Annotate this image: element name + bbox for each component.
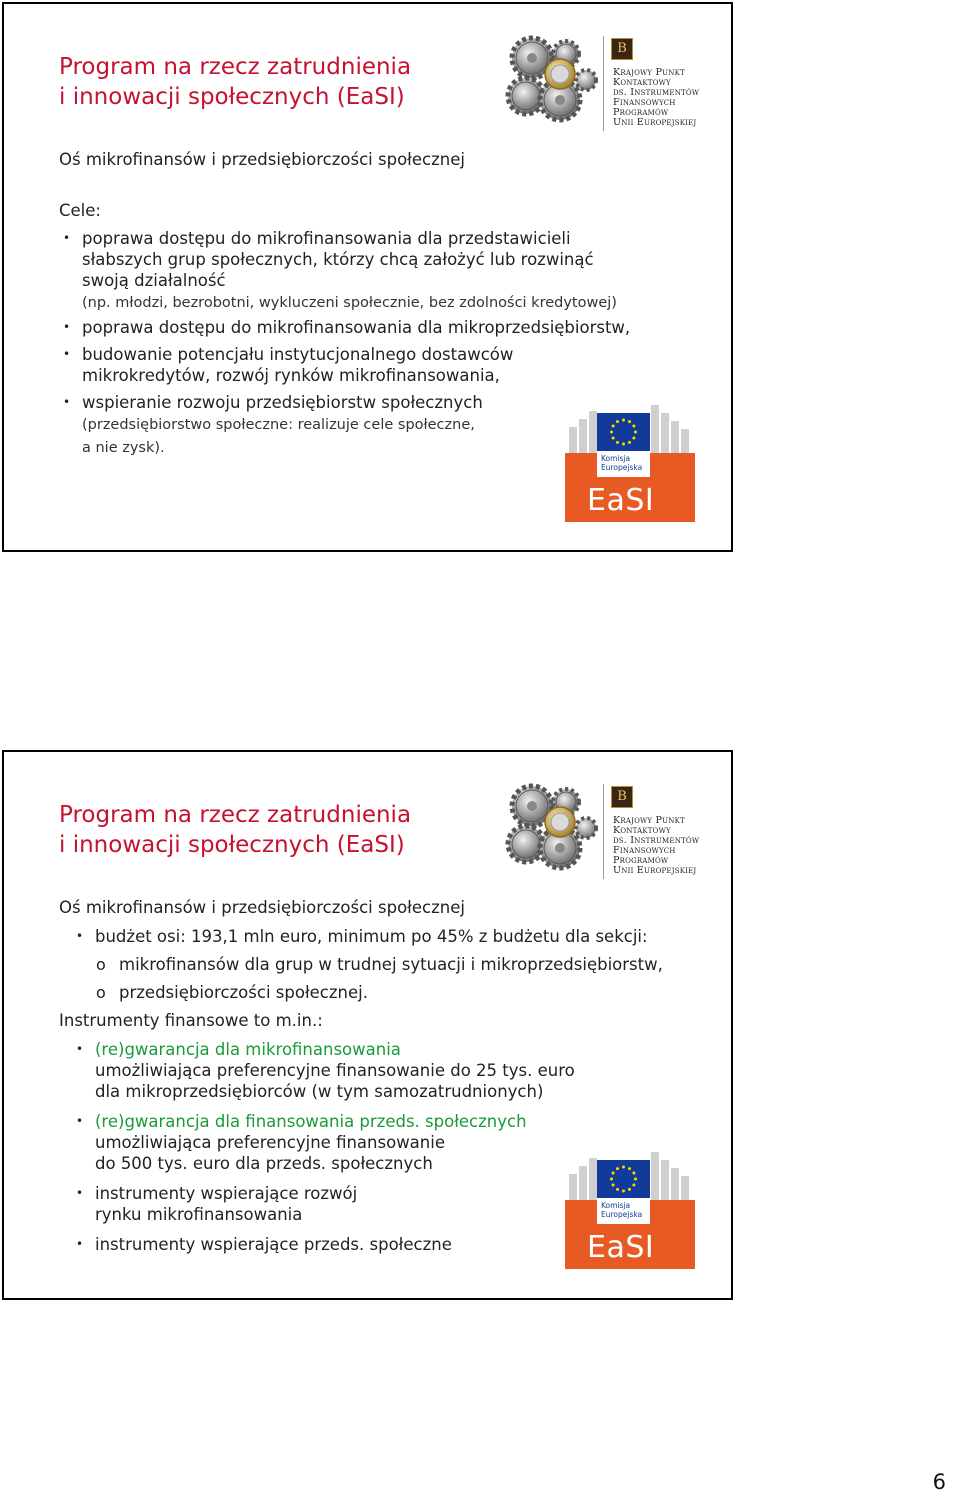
goal-item <box>63 228 617 314</box>
goal-text: słabszych grup społecznych, którzy chcą założyć lub rozwinąć <box>82 250 594 269</box>
kpk-line: Programów <box>613 107 669 118</box>
slide-2 <box>2 750 733 1300</box>
instrument-item <box>76 1039 575 1102</box>
eu-flag-icon <box>597 1160 650 1198</box>
ec-label <box>597 1198 650 1224</box>
kpk-line: Unii Europejskiej <box>613 117 697 128</box>
instrument-title: (re)gwarancja dla mikrofinansowania <box>95 1040 401 1059</box>
kpk-logo <box>600 36 710 131</box>
gears-coin-icon <box>502 776 598 874</box>
title-line-2: i innowacji społecznych (EaSI) <box>59 832 405 858</box>
kpk-line: ds. Instrumentów <box>613 835 700 846</box>
kpk-logo <box>600 784 710 879</box>
sub-marker: o <box>96 955 106 974</box>
instrument-desc: umożliwiająca preferencyjne finansowanie <box>95 1133 445 1152</box>
page-number: 6 <box>932 1470 946 1494</box>
goal-note: (przedsiębiorstwo społeczne: realizuje cele społeczne, <box>82 417 475 433</box>
kpk-logo-text <box>613 816 699 876</box>
easi-ec-logo <box>565 397 695 522</box>
title-line-1: Program na rzecz zatrudnienia <box>59 802 412 828</box>
instrument-item <box>76 1183 357 1225</box>
easi-ec-logo <box>565 1144 695 1269</box>
kpk-line: Programów <box>613 855 669 866</box>
ec-label-line: Komisja <box>601 454 631 463</box>
slide-title <box>59 800 411 860</box>
title-line-1: Program na rzecz zatrudnienia <box>59 54 412 80</box>
kpk-line: ds. Instrumentów <box>613 87 700 98</box>
kpk-line: Krajowy Punkt <box>613 67 685 78</box>
section-subtitle: Oś mikrofinansów i przedsiębiorczości społecznej <box>59 898 465 917</box>
easi-wordmark: EaSI <box>587 483 655 518</box>
goal-item <box>63 317 630 338</box>
instrument-desc: instrumenty wspierające rozwój <box>95 1184 358 1203</box>
sub-item: przedsiębiorczości społecznej. <box>119 983 368 1002</box>
goal-text: wspieranie rozwoju przedsiębiorstw społecznych <box>82 393 483 412</box>
goal-item <box>63 392 483 459</box>
instrument-desc: umożliwiająca preferencyjne finansowanie do 25 tys. euro <box>95 1061 575 1080</box>
goal-note: (np. młodzi, bezrobotni, wykluczeni społecznie, bez zdolności kredytowej) <box>82 295 617 311</box>
kpk-line: Krajowy Punkt <box>613 815 685 826</box>
instrument-desc: rynku mikrofinansowania <box>95 1205 303 1224</box>
goals-label: Cele: <box>59 201 101 220</box>
instruments-label: Instrumenty finansowe to m.in.: <box>59 1011 323 1030</box>
easi-wordmark: EaSI <box>587 1230 655 1265</box>
kpk-logo-text <box>613 68 699 128</box>
logo-divider <box>603 36 604 131</box>
slide-title <box>59 52 411 112</box>
budget-text: budżet osi: 193,1 mln euro, minimum po 45% z budżetu dla sekcji: <box>95 927 648 946</box>
goal-text: poprawa dostępu do mikrofinansowania dla przedstawicieli <box>82 229 571 248</box>
ec-label-line: Europejska <box>601 1210 643 1219</box>
slide-1 <box>2 2 733 552</box>
ec-label-line: Europejska <box>601 463 643 472</box>
goal-item <box>63 344 513 386</box>
bgk-crest-icon: B <box>611 786 633 808</box>
goal-text: budowanie potencjału instytucjonalnego dostawców <box>82 345 514 364</box>
goal-text: swoją działalność <box>82 271 226 290</box>
instrument-desc: instrumenty wspierające przeds. społeczne <box>95 1235 452 1254</box>
title-line-2: i innowacji społecznych (EaSI) <box>59 84 405 110</box>
bgk-crest-icon: B <box>611 38 633 60</box>
sub-item: mikrofinansów dla grup w trudnej sytuacji i mikroprzedsiębiorstw, <box>119 955 663 974</box>
instrument-item <box>76 1111 527 1174</box>
sub-marker: o <box>96 983 106 1002</box>
instrument-desc: do 500 tys. euro dla przeds. społecznych <box>95 1154 433 1173</box>
ec-label-line: Komisja <box>601 1201 631 1210</box>
eu-flag-icon <box>597 413 650 451</box>
ec-label <box>597 451 650 477</box>
gears-coin-icon <box>502 28 598 126</box>
instrument-title: (re)gwarancja dla finansowania przeds. społecznych <box>95 1112 527 1131</box>
kpk-line: Kontaktowy <box>613 825 671 836</box>
goal-note: a nie zysk). <box>82 440 165 456</box>
section-subtitle: Oś mikrofinansów i przedsiębiorczości społecznej <box>59 150 465 169</box>
kpk-line: Kontaktowy <box>613 77 671 88</box>
kpk-line: Unii Europejskiej <box>613 865 697 876</box>
kpk-line: Finansowych <box>613 97 676 108</box>
goal-text: mikrokredytów, rozwój rynków mikrofinansowania, <box>82 366 500 385</box>
kpk-line: Finansowych <box>613 845 676 856</box>
logo-divider <box>603 784 604 879</box>
instrument-item <box>76 1234 452 1255</box>
instrument-desc: dla mikroprzedsiębiorców (w tym samozatrudnionych) <box>95 1082 544 1101</box>
budget-item <box>76 926 648 947</box>
goal-text: poprawa dostępu do mikrofinansowania dla mikroprzedsiębiorstw, <box>82 318 631 337</box>
